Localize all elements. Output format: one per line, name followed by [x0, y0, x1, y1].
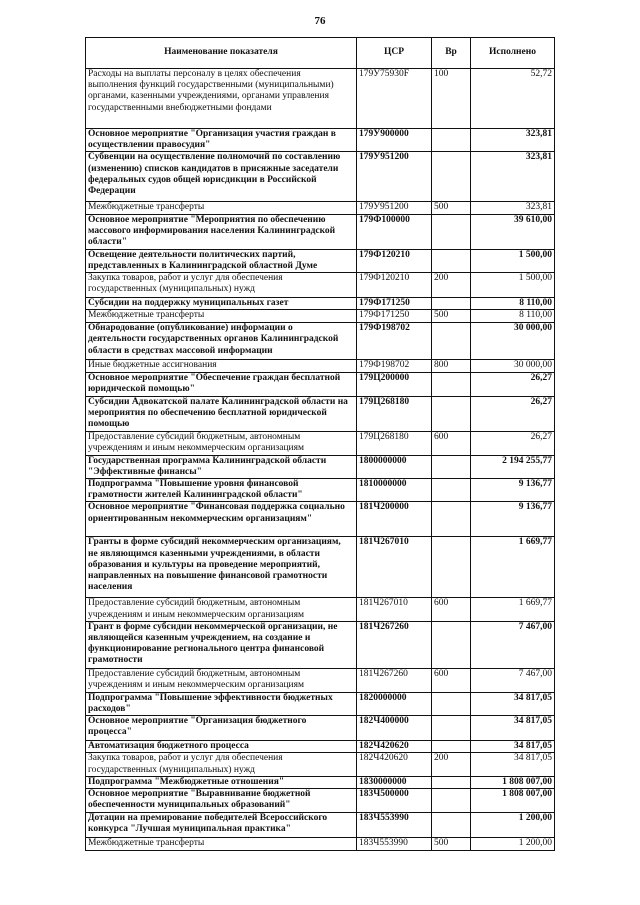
vr-cell — [432, 813, 471, 838]
table-row — [86, 310, 555, 323]
page-number: 76 — [314, 15, 326, 27]
csr-cell: 181Ч267010 — [357, 598, 432, 621]
amount-cell: 9 136,77 — [471, 502, 555, 537]
amount-cell: 34 817,05 — [471, 753, 555, 776]
table-row — [86, 69, 555, 129]
table-row — [86, 396, 555, 431]
amount-cell: 1 500,00 — [471, 249, 555, 272]
row-name-cell: Закупка товаров, работ и услуг для обеспечения государственных (муниципальных) нужд — [86, 273, 357, 298]
row-name-cell: Основное мероприятие "Финансовая поддержка социально ориентированным некоммерческим организациям" — [86, 502, 357, 537]
vr-cell — [432, 479, 471, 502]
amount-cell: 7 467,00 — [471, 621, 555, 668]
row-name-cell: Субвенции на осуществление полномочий по составлению (изменению) списков кандидатов в присяжные заседатели федеральных судов общей юрисдикции в Российской Федерации — [86, 152, 357, 202]
csr-cell: 179Ф171250 — [357, 298, 432, 310]
amount-cell: 1 200,00 — [471, 838, 555, 851]
csr-cell: 1810000000 — [357, 479, 432, 502]
csr-cell: 181Ч267260 — [357, 668, 432, 692]
row-name-cell: Дотации на премирование победителей Всероссийского конкурса "Лучшая муниципальная практика" — [86, 813, 357, 838]
table-row — [86, 360, 555, 373]
table-row — [86, 598, 555, 621]
vr-cell — [432, 129, 471, 152]
table-row — [86, 716, 555, 741]
table-row — [86, 776, 555, 788]
csr-cell: 1820000000 — [357, 692, 432, 715]
amount-cell: 9 136,77 — [471, 479, 555, 502]
row-name-cell: Грант в форме субсидии некоммерческой организации, не являющейся казенным учреждением, на создание и функционирование регионального центра финансовой грамотности — [86, 621, 357, 668]
vr-cell — [432, 455, 471, 478]
table-row — [86, 813, 555, 838]
amount-cell: 52,72 — [471, 69, 555, 129]
table-row — [86, 129, 555, 152]
amount-cell: 8 110,00 — [471, 298, 555, 310]
row-name-cell: Основное мероприятие "Организация участия граждан в осуществлении правосудия" — [86, 129, 357, 152]
vr-cell — [432, 716, 471, 741]
row-name-cell: Межбюджетные трансферты — [86, 202, 357, 214]
csr-cell: 182Ч420620 — [357, 741, 432, 753]
amount-cell: 1 808 007,00 — [471, 789, 555, 813]
table-row — [86, 373, 555, 396]
vr-cell: 500 — [432, 310, 471, 323]
csr-cell: 179Ф198702 — [357, 360, 432, 373]
csr-cell: 182Ч420620 — [357, 753, 432, 776]
csr-cell: 1830000000 — [357, 776, 432, 788]
csr-cell: 179У75930F — [357, 69, 432, 129]
vr-cell — [432, 298, 471, 310]
amount-cell: 1 808 007,00 — [471, 776, 555, 788]
table-body — [86, 69, 555, 851]
table-row — [86, 273, 555, 298]
csr-cell: 179У900000 — [357, 129, 432, 152]
csr-cell: 181Ч267010 — [357, 537, 432, 598]
amount-cell: 1 669,77 — [471, 598, 555, 621]
vr-cell: 200 — [432, 273, 471, 298]
row-name-cell: Подпрограмма "Повышение эффективности бюджетных расходов" — [86, 692, 357, 715]
csr-cell: 179Ц268180 — [357, 396, 432, 431]
row-name-cell: Подпрограмма "Межбюджетные отношения" — [86, 776, 357, 788]
table-row — [86, 323, 555, 360]
row-name-cell: Основное мероприятие "Мероприятия по обеспечению массового информирования населения Калининградской области" — [86, 214, 357, 249]
row-name-cell: Основное мероприятие "Выравнивание бюджетной обеспеченности муниципальных образований" — [86, 789, 357, 813]
amount-cell: 323,81 — [471, 152, 555, 202]
row-name-cell: Автоматизация бюджетного процесса — [86, 741, 357, 753]
csr-cell: 179Ф100000 — [357, 214, 432, 249]
csr-cell: 179У951200 — [357, 202, 432, 214]
row-name-cell: Освещение деятельности политических партий, представленных в Калининградской областной Думе — [86, 249, 357, 272]
table-row — [86, 249, 555, 272]
row-name-cell: Межбюджетные трансферты — [86, 310, 357, 323]
csr-cell: 179Ф120210 — [357, 249, 432, 272]
csr-cell: 1800000000 — [357, 455, 432, 478]
row-name-cell: Подпрограмма "Повышение уровня финансовой грамотности жителей Калининградской области" — [86, 479, 357, 502]
amount-cell: 1 500,00 — [471, 273, 555, 298]
csr-cell: 179Ф198702 — [357, 323, 432, 360]
vr-cell — [432, 692, 471, 715]
csr-cell: 183Ч500000 — [357, 789, 432, 813]
table-row — [86, 668, 555, 692]
vr-cell: 600 — [432, 431, 471, 455]
csr-cell: 179Ц268180 — [357, 431, 432, 455]
table-row — [86, 214, 555, 249]
vr-cell — [432, 214, 471, 249]
amount-cell: 1 200,00 — [471, 813, 555, 838]
amount-cell: 26,27 — [471, 373, 555, 396]
amount-cell: 8 110,00 — [471, 310, 555, 323]
vr-cell: 100 — [432, 69, 471, 129]
row-name-cell: Межбюджетные трансферты — [86, 838, 357, 851]
csr-cell: 181Ч267260 — [357, 621, 432, 668]
table-row — [86, 838, 555, 851]
header-vr: Вр — [432, 38, 471, 69]
vr-cell: 200 — [432, 753, 471, 776]
row-name-cell: Гранты в форме субсидий некоммерческим организациям, не являющимся казенными учреждениями, в области образования и культуры на проведение мероприятий, направленных на повышение финансовой грамотности населения — [86, 537, 357, 598]
table-row — [86, 455, 555, 478]
row-name-cell: Предоставление субсидий бюджетным, автономным учреждениям и иным некоммерческим организациям — [86, 668, 357, 692]
csr-cell: 179Ф120210 — [357, 273, 432, 298]
table-row — [86, 502, 555, 537]
table-row — [86, 431, 555, 455]
vr-cell — [432, 621, 471, 668]
row-name-cell: Субсидии Адвокатской палате Калининградской области на мероприятия по обеспечению бесплатной юридической помощью — [86, 396, 357, 431]
amount-cell: 26,27 — [471, 396, 555, 431]
csr-cell: 179Ф171250 — [357, 310, 432, 323]
row-name-cell: Иные бюджетные ассигнования — [86, 360, 357, 373]
csr-cell: 183Ч553990 — [357, 838, 432, 851]
vr-cell — [432, 537, 471, 598]
vr-cell — [432, 776, 471, 788]
amount-cell: 30 000,00 — [471, 323, 555, 360]
amount-cell: 34 817,05 — [471, 692, 555, 715]
table-row — [86, 202, 555, 214]
amount-cell: 39 610,00 — [471, 214, 555, 249]
amount-cell: 30 000,00 — [471, 360, 555, 373]
vr-cell: 600 — [432, 668, 471, 692]
amount-cell: 7 467,00 — [471, 668, 555, 692]
row-name-cell: Обнародование (опубликование) информации о деятельности государственных органов Калининградской области в средствах массовой информации — [86, 323, 357, 360]
header-csr: ЦСР — [357, 38, 432, 69]
table-row — [86, 621, 555, 668]
row-name-cell: Закупка товаров, работ и услуг для обеспечения государственных (муниципальных) нужд — [86, 753, 357, 776]
row-name-cell: Основное мероприятие "Организация бюджетного процесса" — [86, 716, 357, 741]
vr-cell — [432, 741, 471, 753]
vr-cell — [432, 789, 471, 813]
csr-cell: 183Ч553990 — [357, 813, 432, 838]
table-row — [86, 741, 555, 753]
csr-cell: 179Ц200000 — [357, 373, 432, 396]
amount-cell: 34 817,05 — [471, 716, 555, 741]
amount-cell: 26,27 — [471, 431, 555, 455]
header-name: Наименование показателя — [86, 38, 357, 69]
table-row — [86, 298, 555, 310]
vr-cell — [432, 249, 471, 272]
row-name-cell: Государственная программа Калининградской области "Эффективные финансы" — [86, 455, 357, 478]
csr-cell: 179У951200 — [357, 152, 432, 202]
table-row — [86, 537, 555, 598]
csr-cell: 182Ч400000 — [357, 716, 432, 741]
vr-cell — [432, 152, 471, 202]
vr-cell — [432, 502, 471, 537]
row-name-cell: Основное мероприятие "Обеспечение граждан бесплатной юридической помощью" — [86, 373, 357, 396]
vr-cell: 600 — [432, 598, 471, 621]
row-name-cell: Субсидии на поддержку муниципальных газет — [86, 298, 357, 310]
report-table — [85, 37, 555, 851]
amount-cell: 34 817,05 — [471, 741, 555, 753]
table-row — [86, 753, 555, 776]
row-name-cell: Предоставление субсидий бюджетным, автономным учреждениям и иным некоммерческим организациям — [86, 431, 357, 455]
table-row — [86, 789, 555, 813]
table-row — [86, 152, 555, 202]
table-header-row — [86, 38, 555, 69]
vr-cell: 500 — [432, 202, 471, 214]
amount-cell: 2 194 255,77 — [471, 455, 555, 478]
amount-cell: 1 669,77 — [471, 537, 555, 598]
amount-cell: 323,81 — [471, 129, 555, 152]
table-row — [86, 479, 555, 502]
row-name-cell: Расходы на выплаты персоналу в целях обеспечения выполнения функций государственными (муниципальными) органами, казенными учреждениями, органами управления государственными внебюджетными фондами — [86, 69, 357, 129]
vr-cell: 800 — [432, 360, 471, 373]
amount-cell: 323,81 — [471, 202, 555, 214]
vr-cell: 500 — [432, 838, 471, 851]
csr-cell: 181Ч200000 — [357, 502, 432, 537]
header-amount: Исполнено — [471, 38, 555, 69]
vr-cell — [432, 396, 471, 431]
table-row — [86, 692, 555, 715]
row-name-cell: Предоставление субсидий бюджетным, автономным учреждениям и иным некоммерческим организациям — [86, 598, 357, 621]
vr-cell — [432, 373, 471, 396]
vr-cell — [432, 323, 471, 360]
